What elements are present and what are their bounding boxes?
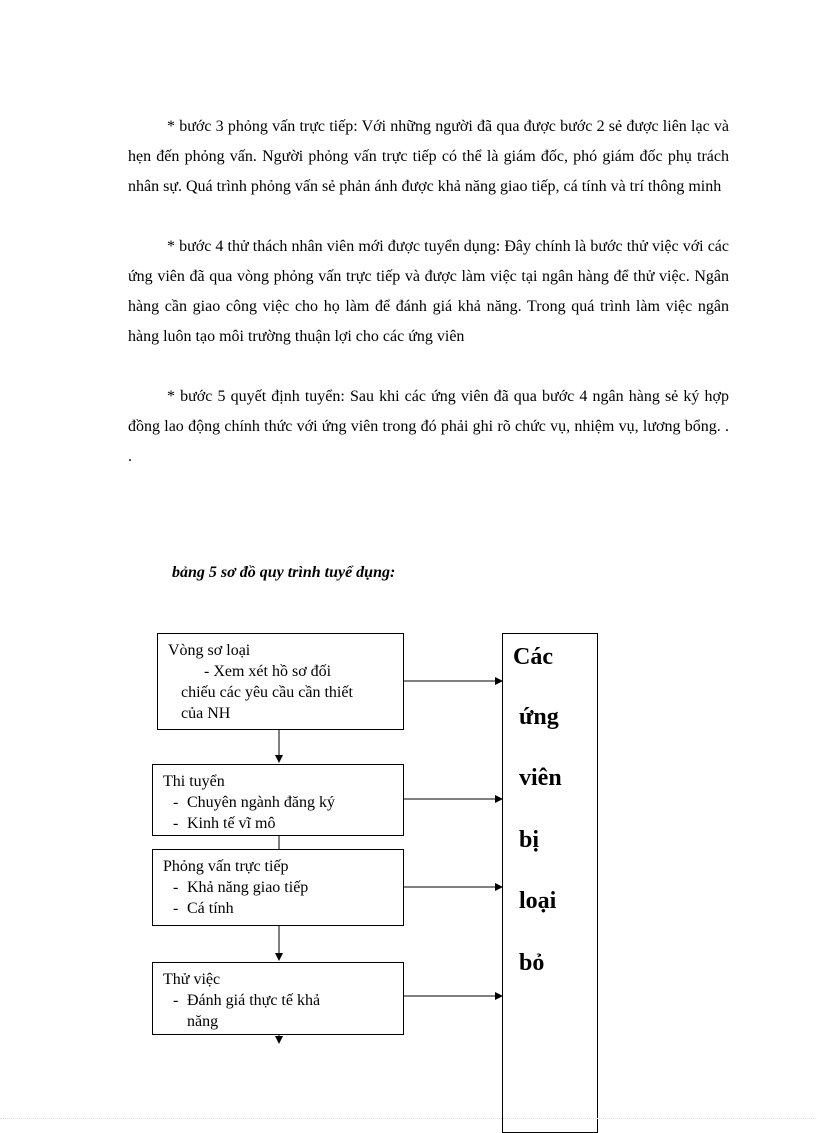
rejected-word: bỏ	[519, 950, 545, 976]
rejected-word: bị	[519, 827, 540, 853]
paragraph-step-4: * bước 4 thử thách nhân viên mới được tuyển dụng: Đây chính là bước thử việc với các ứng viên đã qua vòng phỏng vấn trực tiếp và được làm việc tại ngân hàng để thử việc. Ngân hàng cần giao công việc cho họ làm để đánh giá khả năng. Trong quá trình làm việc ngân hàng luôn tạo môi trường thuận lợi cho các ứng viên	[128, 238, 729, 345]
box-screening-line1: - Xem xét hồ sơ đối	[204, 663, 332, 680]
diagram-caption: bảng 5 sơ đồ quy trình tuyể dụng:	[172, 564, 396, 581]
box-probation-item: - Đánh giá thực tế khả năng	[163, 990, 347, 1032]
box-interview-item: - Cá tính	[163, 898, 393, 919]
box-screening-line3: của NH	[181, 705, 231, 722]
box-screening-line2: chiếu các yêu cầu cần thiết	[181, 684, 353, 701]
box-exam	[152, 764, 404, 836]
rejected-word: viên	[519, 765, 562, 791]
box-exam-title: Thi tuyển	[163, 773, 225, 790]
box-rejected-candidates	[502, 633, 598, 1133]
rejected-word: ứng	[519, 704, 559, 730]
box-exam-item: - Chuyên ngành đăng ký	[163, 792, 393, 813]
box-screening	[157, 633, 404, 730]
box-interview	[152, 849, 404, 926]
box-probation	[152, 962, 404, 1035]
box-interview-title: Phỏng vấn trực tiếp	[163, 858, 289, 875]
rejected-word: Các	[513, 644, 553, 670]
box-interview-item: - Khả năng giao tiếp	[163, 877, 393, 898]
rejected-word: loại	[519, 888, 557, 914]
box-screening-title: Vòng sơ loại	[168, 642, 251, 659]
paragraph-step-5: * bước 5 quyết định tuyển: Sau khi các ứng viên đã qua bước 4 ngân hàng sẻ ký hợp đồng lao động chính thức với ứng viên trong đó phải ghi rõ chức vụ, nhiệm vụ, lương bổng. . .	[128, 388, 729, 465]
paragraph-step-3: * bước 3 phỏng vấn trực tiếp: Với những người đã qua được bước 2 sẻ được liên lạc và hẹn đến phỏng vấn. Người phỏng vấn trực tiếp có thể là giám đốc, phó giám đốc phụ trách nhân sự. Quá trình phỏng vấn sẻ phản ánh được khả năng giao tiếp, cá tính và trí thông minh	[128, 118, 729, 195]
page-footer-rule	[0, 1118, 816, 1119]
box-exam-item: - Kinh tế vĩ mô	[163, 813, 393, 834]
box-probation-title: Thử việc	[163, 971, 221, 988]
